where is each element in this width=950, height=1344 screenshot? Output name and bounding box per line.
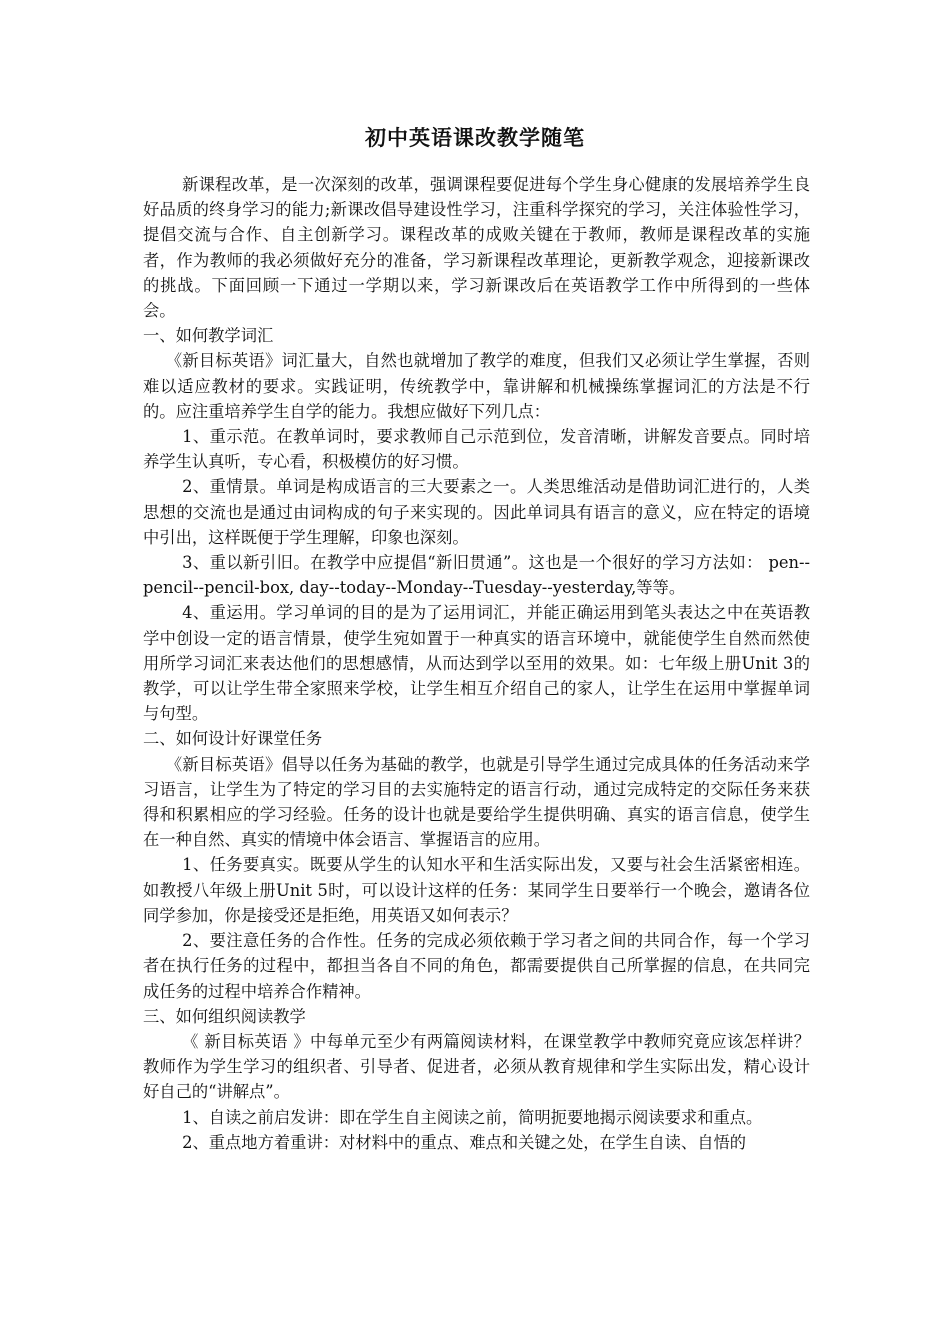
paragraph: 《新目标英语》词汇量大，自然也就增加了教学的难度，但我们又必须让学生掌握，否则难以适应教材的要求。实践证明，传统教学中，靠讲解和机械操练掌握词汇的方法是不行的。应注重培养学生自学的能力。我想应做好下列几点：: [143, 351, 810, 421]
section-heading: 二、如何设计好课堂任务: [143, 729, 323, 749]
section-heading: 一、如何教学词汇: [143, 326, 274, 346]
paragraph: 2、要注意任务的合作性。任务的完成必须依赖于学习者之间的共同合作，每一个学习者在执行任务的过程中，都担当各自不同的角色，都需要提供自己所掌握的信息，在共同完成任务的过程中培养合作精神。: [143, 931, 810, 1001]
paragraph: 2、重情景。单词是构成语言的三大要素之一。人类思维活动是借助词汇进行的，人类思想的交流也是通过由词构成的句子来实现的。因此单词具有语言的意义，应在特定的语境中引出，这样既便于学生理解，印象也深刻。: [143, 477, 810, 547]
paragraph: 1、重示范。在教单词时，要求教师自己示范到位，发音清晰，讲解发音要点。同时培养学生认真听，专心看，积极模仿的好习惯。: [143, 427, 810, 472]
section-heading: 三、如何组织阅读教学: [143, 1006, 306, 1026]
paragraph: 1、自读之前启发讲：即在学生自主阅读之前，简明扼要地揭示阅读要求和重点。: [182, 1107, 763, 1127]
document-body: [143, 172, 810, 1155]
paragraph: 3、重以新引旧。在教学中应提倡“新旧贯通”。这也是一个很好的学习方法如： pen--pencil--pencil-box, day--today--Monday--Tuesday--yesterday,等等。: [143, 553, 810, 598]
paragraph: 新课程改革，是一次深刻的改革，强调课程要促进每个学生身心健康的发展培养学生良好品质的终身学习的能力;新课改倡导建设性学习，注重科学探究的学习，关注体验性学习，提倡交流与合作、自主创新学习。课程改革的成败关键在于教师，教师是课程改革的实施者，作为教师的我必须做好充分的准备，学习新课程改革理论，更新教学观念，迎接新课改的挑战。下面回顾一下通过一学期以来，学习新课改后在英语教学工作中所得到的一些体会。: [143, 175, 810, 321]
paragraph: 《 新目标英语 》中每单元至少有两篇阅读材料，在课堂教学中教师究竟应该怎样讲？教师作为学生学习的组织者、引导者、促进者，必须从教育规律和学生实际出发，精心设计好自己的“讲解点”。: [143, 1031, 810, 1102]
paragraph: 1、任务要真实。既要从学生的认知水平和生活实际出发，又要与社会生活紧密相连。如教授八年级上册Unit 5时，可以设计这样的任务：某同学生日要举行一个晚会，邀请各位同学参加，你是接受还是拒绝，用英语又如何表示？: [143, 855, 810, 925]
paragraph: 《新目标英语》倡导以任务为基础的教学，也就是引导学生通过完成具体的任务活动来学习语言，让学生为了特定的学习目的去实施特定的语言行动，通过完成特定的交际任务来获得和积累相应的学习经验。任务的设计也就是要给学生提供明确、真实的语言信息，使学生在一种自然、真实的情境中体会语言、掌握语言的应用。: [143, 754, 810, 850]
paragraph: 4、重运用。学习单词的目的是为了运用词汇，并能正确运用到笔头表达之中在英语教学中创设一定的语言情景，使学生宛如置于一种真实的语言环境中，就能使学生自然而然使用所学习词汇来表达他们的思想感情，从而达到学以至用的效果。如：七年级上册Unit 3的教学，可以让学生带全家照来学校，让学生相互介绍自己的家人，让学生在运用中掌握单词与句型。: [143, 603, 810, 724]
paragraph: 2、重点地方着重讲：对材料中的重点、难点和关键之处，在学生自读、自悟的: [182, 1132, 747, 1152]
document-title: 初中英语课改教学随笔: [365, 125, 585, 150]
